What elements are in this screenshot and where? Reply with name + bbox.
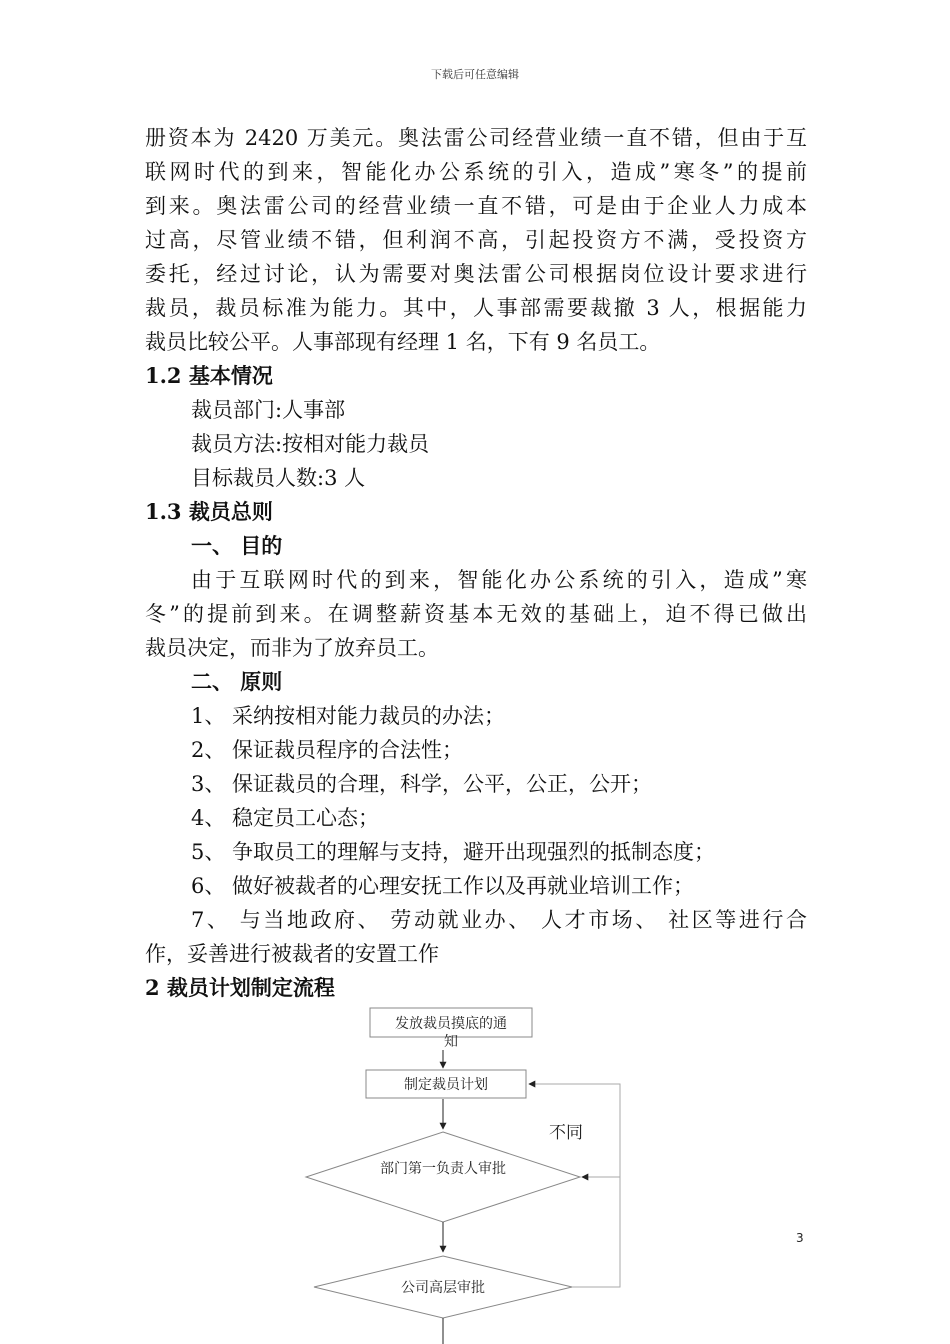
paragraph-line: 由于互联网时代的到来，智能化办公系统的引入，造成”寒 (191, 568, 807, 592)
page-number: 3 (796, 1231, 804, 1245)
paragraph-line: 委托，经过讨论，认为需要对奥法雷公司根据岗位设计要求进行 (145, 262, 807, 286)
paragraph-line: 裁员决定，而非为了放弃员工。 (145, 636, 439, 660)
flow-disagree-label: 不同 (549, 1123, 583, 1143)
paragraph-line: 过高，尽管业绩不错，但利润不高，引起投资方不满，受投资方 (145, 228, 807, 252)
section-heading-1-3: 1.3 裁员总则 (145, 499, 273, 524)
section-heading-1-2: 1.2 基本情况 (145, 363, 273, 388)
paragraph-line: 裁员，裁员标准为能力。其中，人事部需要裁撤 3 人，根据能力 (145, 296, 807, 320)
paragraph-line: 册资本为 2420 万美元。奥法雷公司经营业绩一直不错，但由于互 (145, 126, 807, 150)
paragraph-line: 冬”的提前到来。在调整薪资基本无效的基础上，迫不得已做出 (145, 602, 807, 626)
paragraph-line: 裁员比较公平。人事部现有经理 1 名，下有 9 名员工。 (145, 330, 661, 354)
subheading-principles: 二、 原则 (191, 669, 283, 694)
list-item: 6、 做好被裁者的心理安抚工作以及再就业培训工作； (191, 874, 695, 898)
flow-decision-dept (306, 1132, 580, 1222)
section-heading-2: 2 裁员计划制定流程 (145, 975, 335, 1000)
list-item: 3、 保证裁员的合理，科学，公平，公正，公开； (191, 772, 653, 796)
list-item: 5、 争取员工的理解与支持，避开出现强烈的抵制态度； (191, 840, 716, 864)
flow-decision-dept-label: 部门第一负责人审批 (380, 1161, 506, 1177)
list-item-continuation: 作，妥善进行被裁者的安置工作 (145, 942, 439, 966)
paragraph-line: 联网时代的到来，智能化办公系统的引入，造成”寒冬”的提前 (145, 160, 807, 184)
list-item: 4、 稳定员工心态； (191, 806, 380, 830)
flow-box-notice-label: 发放裁员摸底的通 (395, 1016, 507, 1032)
flow-box-notice-label-2: 知 (444, 1034, 458, 1050)
info-line: 目标裁员人数:3 人 (191, 466, 366, 490)
flow-decision-exec-label: 公司高层审批 (401, 1280, 485, 1296)
subheading-purpose: 一、 目的 (191, 533, 283, 558)
flow-box-plan-label: 制定裁员计划 (404, 1077, 488, 1093)
paragraph-line: 到来。奥法雷公司的经营业绩一直不错，可是由于企业人力成本 (145, 194, 807, 218)
page-header: 下载后可任意编辑 (431, 68, 519, 81)
list-item: 2、 保证裁员程序的合法性； (191, 738, 464, 762)
info-line: 裁员部门:人事部 (191, 398, 346, 422)
list-item: 1、 采纳按相对能力裁员的办法； (191, 704, 506, 728)
list-item: 7、 与当地政府、 劳动就业办、 人才市场、 社区等进行合 (191, 908, 807, 932)
info-line: 裁员方法:按相对能力裁员 (191, 432, 430, 456)
